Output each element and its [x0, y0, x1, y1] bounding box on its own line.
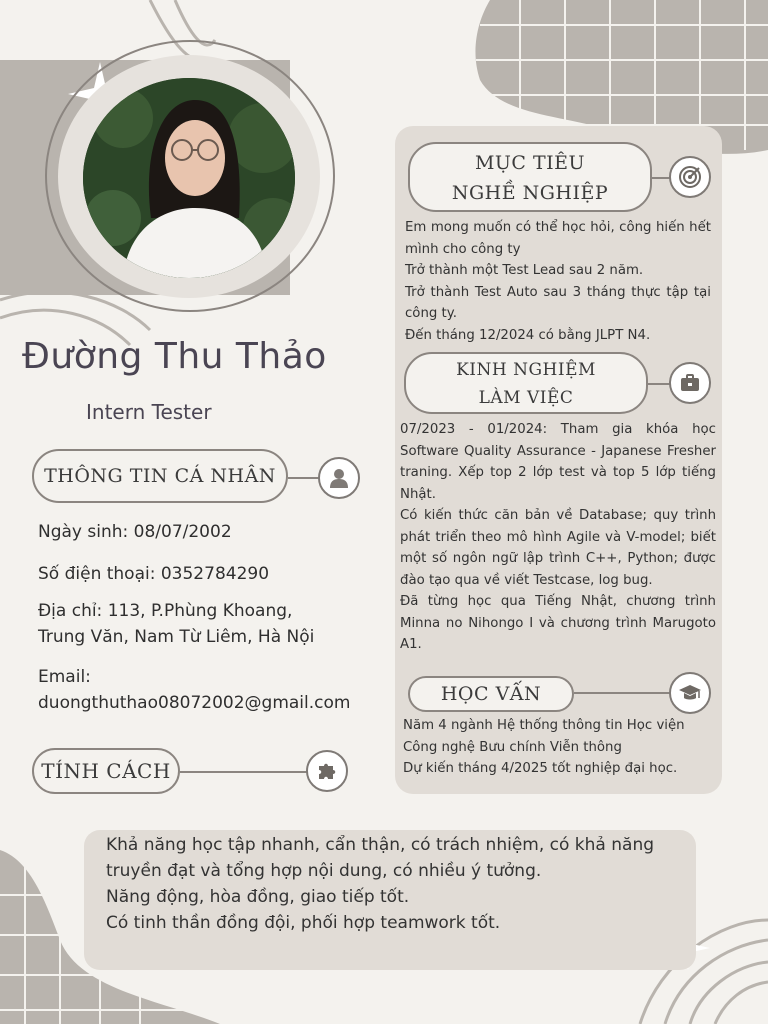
education-line: Năm 4 ngành Hệ thống thông tin Học viện Công nghệ Bưu chính Viễn thông: [403, 718, 685, 755]
experience-heading: [404, 352, 648, 414]
career-goal-heading-line1: MỤC TIÊU: [474, 152, 586, 174]
career-goal-heading: [408, 142, 652, 212]
target-icon: [669, 156, 711, 198]
career-goal-line: Trở thành Test Auto sau 3 tháng thực tập tại công ty.: [405, 284, 711, 321]
divider-line: [652, 177, 670, 179]
experience-line: Có kiến thức căn bản về Database; quy trình phát triển theo mô hình Agile và V-model; biết một số ngôn ngữ lập trình C++, Python; được đào tạo qua về viết Testcase, log bug.: [400, 508, 716, 588]
personality-heading: [32, 748, 180, 794]
graduation-cap-icon: [669, 672, 711, 714]
personality-line: Khả năng học tập nhanh, cẩn thận, có trách nhiệm, có khả năng truyền đạt và tổng hợp nội dung, có nhiều ý tưởng.: [106, 835, 655, 881]
phone-text: Số điện thoại: 0352784290: [38, 564, 270, 584]
experience-text: [400, 419, 716, 656]
experience-heading-line2: LÀM VIỆC: [478, 388, 574, 408]
briefcase-icon: [669, 362, 711, 404]
career-goal-line: Trở thành một Test Lead sau 2 năm.: [405, 263, 644, 278]
education-line: Dự kiến tháng 4/2025 tốt nghiệp đại học.: [403, 761, 678, 776]
personality-text-box: [84, 830, 696, 970]
divider-line: [648, 383, 670, 385]
career-goal-heading-line2: NGHỀ NGHIỆP: [451, 182, 609, 204]
personal-info-heading: [32, 449, 288, 503]
education-text: [403, 715, 709, 780]
puzzle-icon: [306, 750, 348, 792]
personality-line: Năng động, hòa đồng, giao tiếp tốt.: [106, 887, 410, 907]
profile-photo: [83, 78, 295, 278]
career-goal-line: Em mong muốn có thể học hỏi, công hiến hết mình cho công ty: [405, 220, 711, 257]
address-line-1: Địa chỉ: 113, P.Phùng Khoang,: [38, 601, 293, 621]
career-goal-text: [405, 217, 711, 346]
job-role: Intern Tester: [86, 400, 212, 424]
personality-heading-text: TÍNH CÁCH: [41, 759, 171, 783]
education-heading: [408, 676, 574, 712]
full-name: Đường Thu Thảo: [22, 336, 327, 377]
divider-line: [288, 477, 320, 479]
email-label: Email:: [38, 667, 91, 687]
address-line-2: Trung Văn, Nam Từ Liêm, Hà Nội: [38, 627, 315, 647]
personal-info-heading-text: THÔNG TIN CÁ NHÂN: [44, 465, 276, 487]
dob-text: Ngày sinh: 08/07/2002: [38, 522, 232, 542]
user-icon: [318, 457, 360, 499]
personality-line: Có tinh thần đồng đội, phối hợp teamwork tốt.: [106, 913, 501, 933]
experience-line: 07/2023 - 01/2024: Tham gia khóa học Software Quality Assurance - Japanese Fresher traning. Xếp top 2 lớp test và top 5 lớp tiếng Nhật.: [400, 422, 716, 502]
education-heading-text: HỌC VẤN: [440, 683, 542, 705]
experience-line: Đã từng học qua Tiếng Nhật, chương trình Minna no Nihongo I và chương trình Marugoto A1.: [400, 594, 716, 652]
experience-heading-line1: KINH NGHIỆM: [456, 360, 596, 380]
email-text: duongthuthao08072002@gmail.com: [38, 693, 351, 713]
divider-line: [180, 771, 308, 773]
divider-line: [574, 692, 670, 694]
career-goal-line: Đến tháng 12/2024 có bằng JLPT N4.: [405, 327, 651, 343]
